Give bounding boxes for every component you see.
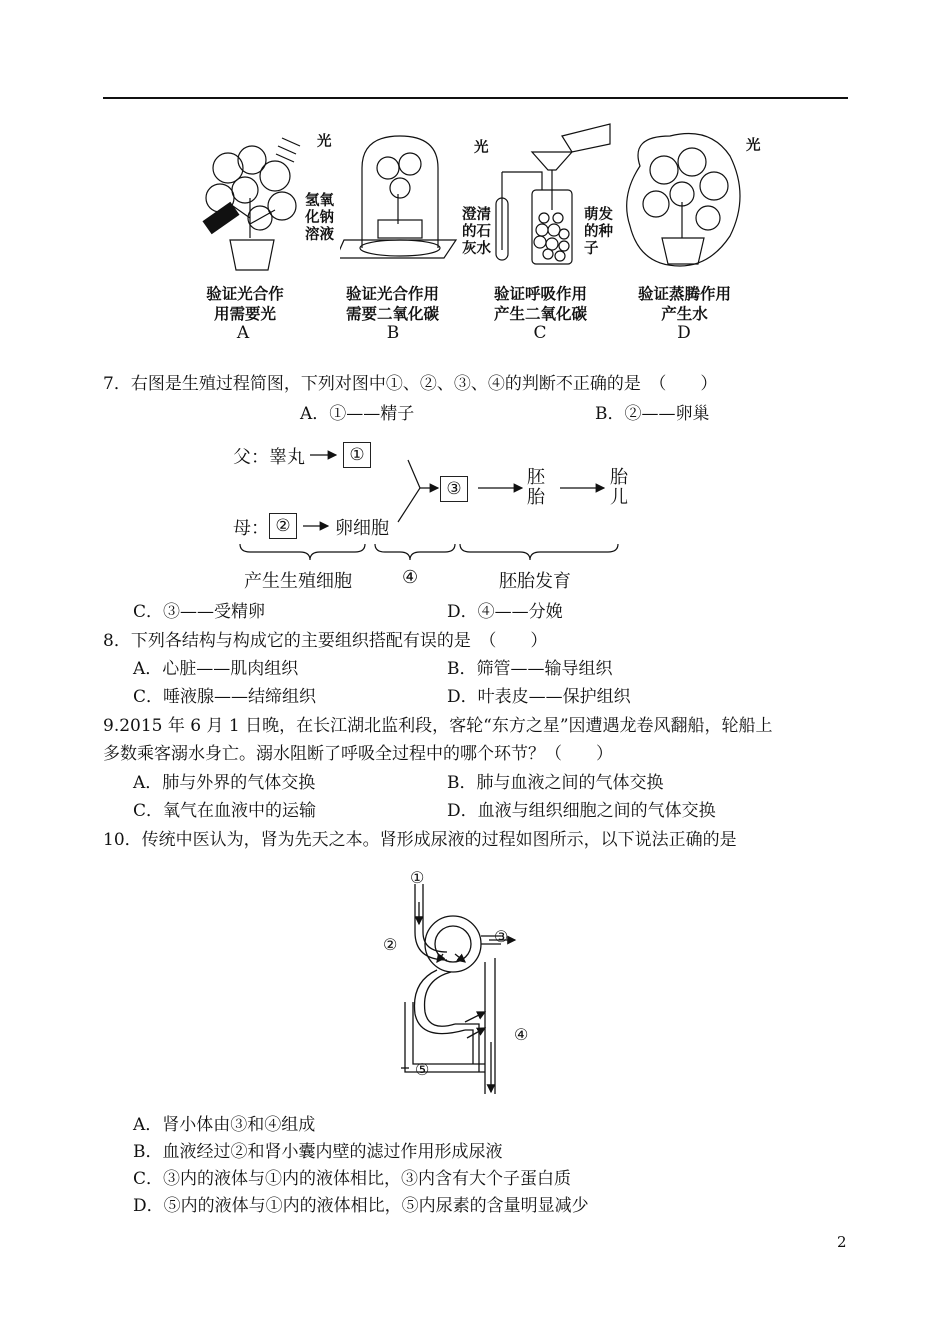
panel-d-letter: D — [677, 323, 691, 343]
q7-option-c: C．③——受精卵 — [133, 602, 266, 622]
panel-d-illustration — [620, 126, 760, 276]
q10-option-c: C．③内的液体与①内的液体相比，③内含有大个子蛋白质 — [133, 1169, 572, 1189]
nephron-label-2: ② — [383, 935, 398, 954]
q7-option-d: D．④——分娩 — [447, 602, 563, 622]
box-1: ① — [343, 442, 371, 468]
panel-a-light-label: 光 — [317, 134, 332, 150]
panel-c-right-label: 萌发 的种 子 — [584, 207, 613, 257]
q9-option-c: C．氧气在血液中的运输 — [133, 801, 317, 821]
panel-b-light-label: 光 — [474, 140, 489, 156]
egg-cell-label: 卵细胞 — [335, 518, 389, 539]
q8-option-a: A．心脏——肌肉组织 — [133, 659, 299, 679]
q9-option-d: D．血液与组织细胞之间的气体交换 — [447, 801, 716, 821]
q10-option-b: B．血液经过②和肾小囊内壁的滤过作用形成尿液 — [133, 1142, 503, 1162]
panel-c-letter: C — [533, 323, 547, 343]
q8-option-c: C．唾液腺——结缔组织 — [133, 687, 317, 707]
q8-stem: 8．下列各结构与构成它的主要组织搭配有误的是 （ ） — [103, 631, 548, 651]
q10-option-a: A．肾小体由③和④组成 — [133, 1115, 316, 1135]
embryo-label: 胚 胎 — [527, 467, 545, 508]
q10-stem: 10．传统中医认为，肾为先天之本。肾形成尿液的过程如图所示，以下说法正确的是 — [103, 830, 737, 850]
q7-option-a: A．①——精子 — [300, 404, 415, 424]
panel-a-illustration — [190, 128, 320, 278]
panel-b-illustration — [340, 128, 460, 278]
q9-stem-line1: 9.2015 年 6 月 1 日晚，在长江湖北监利段，客轮“东方之星”因遭遇龙卷风翻船，轮船上 — [103, 716, 773, 736]
nephron-label-4: ④ — [514, 1025, 529, 1044]
flow-arrows — [230, 440, 630, 570]
panel-b-caption: 验证光合作用 需要二氧化碳 — [345, 285, 439, 323]
q7-option-b: B．②——卵巢 — [595, 404, 710, 424]
q8-option-b: B．筛管——输导组织 — [447, 659, 613, 679]
father-label: 父：睾丸 — [233, 447, 305, 468]
nephron-label-5: ⑤ — [415, 1060, 430, 1079]
nephron-label-1: ① — [410, 868, 425, 887]
page-number: 2 — [837, 1233, 847, 1251]
q10-option-d: D．⑤内的液体与①内的液体相比，⑤内尿素的含量明显减少 — [133, 1196, 589, 1216]
panel-b-letter: B — [386, 323, 400, 343]
q8-option-d: D．叶表皮——保护组织 — [447, 687, 631, 707]
header-rule — [103, 97, 848, 99]
q9-option-a: A．肺与外界的气体交换 — [133, 773, 316, 793]
panel-d-light-label: 光 — [746, 138, 761, 154]
brace-label-3: 胚胎发育 — [499, 571, 571, 592]
box-2: ② — [269, 513, 297, 539]
box-3: ③ — [440, 476, 468, 502]
panel-b-side-label: 氢氧 化钠 溶液 — [305, 193, 334, 243]
panel-a-caption: 验证光合作 用需要光 — [206, 285, 284, 323]
panel-c-caption: 验证呼吸作用 产生二氧化碳 — [493, 285, 587, 323]
q9-option-b: B．肺与血液之间的气体交换 — [447, 773, 664, 793]
q7-stem: 7．右图是生殖过程简图，下列对图中①、②、③、④的判断不正确的是 （ ） — [103, 374, 718, 394]
panel-a-letter: A — [236, 323, 250, 343]
q9-stem-line2: 多数乘客溺水身亡。溺水阻断了呼吸全过程中的哪个环节？（ ） — [103, 744, 613, 764]
fetus-label: 胎 儿 — [610, 467, 628, 508]
brace-label-2: ④ — [402, 567, 419, 588]
panel-d-caption: 验证蒸腾作用 产生水 — [637, 285, 731, 323]
nephron-label-3: ③ — [494, 927, 509, 946]
panel-c-left-label: 澄清 的石 灰水 — [462, 207, 491, 257]
mother-label: 母： — [233, 518, 269, 539]
nephron-illustration — [385, 862, 535, 1102]
brace-label-1: 产生生殖细胞 — [244, 571, 352, 592]
